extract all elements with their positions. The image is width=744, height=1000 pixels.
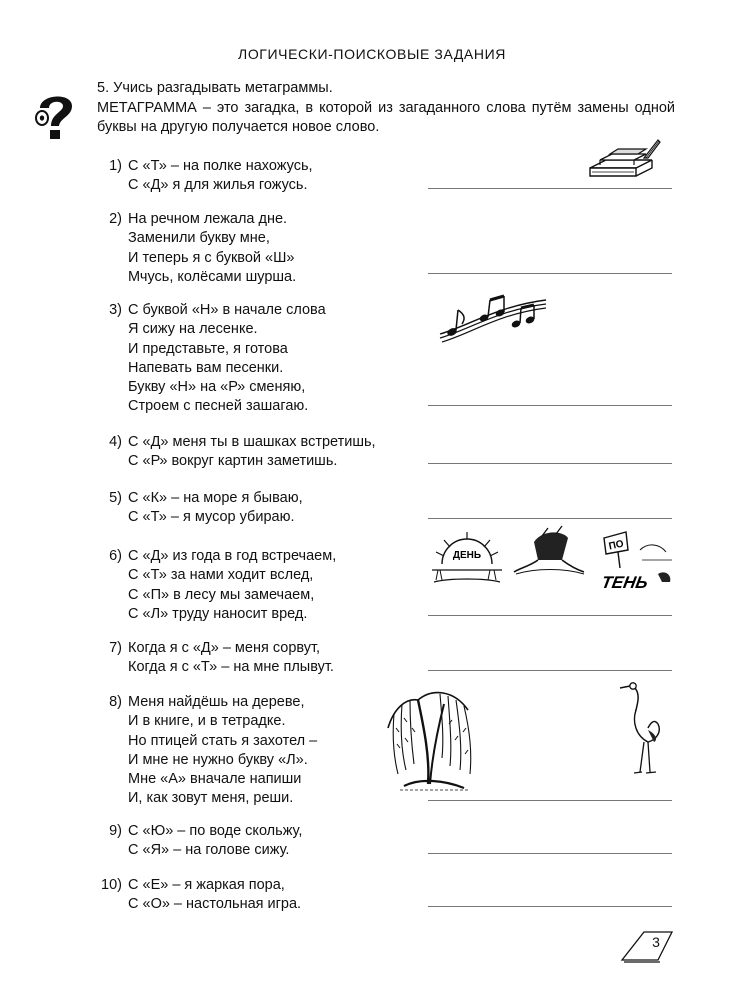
answer-line-10[interactable] <box>428 906 672 907</box>
riddle-line: На речном лежала дне. <box>128 211 288 227</box>
riddle-line: Когда я с «Т» – на мне плывут. <box>128 659 334 676</box>
riddle-number: 3) <box>109 302 122 318</box>
task-title: 5. Учись разгадывать метаграммы. <box>97 80 333 96</box>
riddle-line: С «Т» – я мусор убираю. <box>128 509 295 526</box>
question-mark-icon <box>32 88 80 146</box>
stump-icon <box>512 526 586 582</box>
riddle-line: С «П» в лесу мы замечаем, <box>128 586 315 603</box>
riddle-line: С «Р» вокруг картин заметишь. <box>128 453 338 470</box>
answer-line-6[interactable] <box>428 615 672 616</box>
books-icon <box>586 138 664 182</box>
answer-line-2[interactable] <box>428 273 672 274</box>
riddle-line: Мчусь, колёсами шурша. <box>128 268 297 285</box>
shadow-sign-icon <box>596 530 676 594</box>
riddle-line: С «Я» – на голове сижу. <box>128 842 290 859</box>
riddle-number: 1) <box>109 158 122 174</box>
riddle-line: С «Т» за нами ходит вслед, <box>128 567 314 584</box>
sun-day-icon <box>430 530 504 586</box>
riddle-number: 8) <box>109 694 122 710</box>
riddle-number: 9) <box>109 823 122 839</box>
answer-line-8[interactable] <box>428 800 672 801</box>
task-definition: МЕТАГРАММА – это загадка, в которой из загаданного слова путём замены одной буквы на другую получается новое слово. <box>97 100 675 135</box>
page-title: ЛОГИЧЕСКИ-ПОИСКОВЫЕ ЗАДАНИЯ <box>238 46 506 62</box>
riddle-line: И, как зовут меня, реши. <box>128 790 294 807</box>
willow-tree-icon <box>384 688 478 792</box>
shadow-word: ТЕНЬ <box>600 572 650 592</box>
riddle-number: 7) <box>109 640 122 656</box>
answer-line-9[interactable] <box>428 853 672 854</box>
answer-line-3[interactable] <box>428 405 672 406</box>
music-notes-icon <box>438 296 550 346</box>
riddle-number: 5) <box>109 490 122 506</box>
riddle-line: С «Е» – я жаркая пора, <box>128 877 285 893</box>
answer-line-5[interactable] <box>428 518 672 519</box>
riddle-line: Заменили букву мне, <box>128 230 270 247</box>
riddle-number: 2) <box>109 211 122 227</box>
riddle-number: 4) <box>109 434 122 450</box>
heron-icon <box>618 680 666 776</box>
sun-word: ДЕНЬ <box>452 550 482 561</box>
riddle-line: И мне не нужно букву «Л». <box>128 751 308 768</box>
riddle-line: Мне «А» вначале напиши <box>128 771 302 788</box>
answer-line-7[interactable] <box>428 670 672 671</box>
riddle-line: Меня найдёшь на дереве, <box>128 694 305 710</box>
answer-line-1[interactable] <box>428 188 672 189</box>
riddle-line: С «Т» – на полке нахожусь, <box>128 158 313 174</box>
riddle-line: Букву «Н» на «Р» сменяю, <box>128 379 306 396</box>
riddle-line: И представьте, я готова <box>128 340 288 357</box>
riddle-line: С буквой «Н» в начале слова <box>128 302 326 318</box>
answer-line-4[interactable] <box>428 463 672 464</box>
riddle-line: Строем с песней зашагаю. <box>128 398 309 415</box>
page-number: 3 <box>652 934 660 950</box>
riddle-number: 10) <box>101 877 122 893</box>
sign-word: ПО <box>607 538 625 553</box>
riddle-line: С «Л» труду наносит вред. <box>128 605 308 622</box>
riddle-line: С «Д» я для жилья гожусь. <box>128 177 308 194</box>
riddle-line: С «Д» меня ты в шашках встретишь, <box>128 434 376 450</box>
riddle-line: И в книге, и в тетрадке. <box>128 713 286 730</box>
riddle-number: 6) <box>109 548 122 564</box>
riddle-line: С «Д» из года в год встречаем, <box>128 548 337 564</box>
riddle-line: С «О» – настольная игра. <box>128 896 302 913</box>
riddle-line: Напевать вам песенки. <box>128 359 284 376</box>
riddle-line: С «К» – на море я бываю, <box>128 490 303 506</box>
riddle-line: С «Ю» – по воде скольжу, <box>128 823 303 839</box>
riddle-line: И теперь я с буквой «Ш» <box>128 249 295 266</box>
riddle-line: Но птицей стать я захотел – <box>128 732 318 749</box>
riddle-line: Когда я с «Д» – меня сорвут, <box>128 640 321 656</box>
riddle-line: Я сижу на лесенке. <box>128 321 258 338</box>
